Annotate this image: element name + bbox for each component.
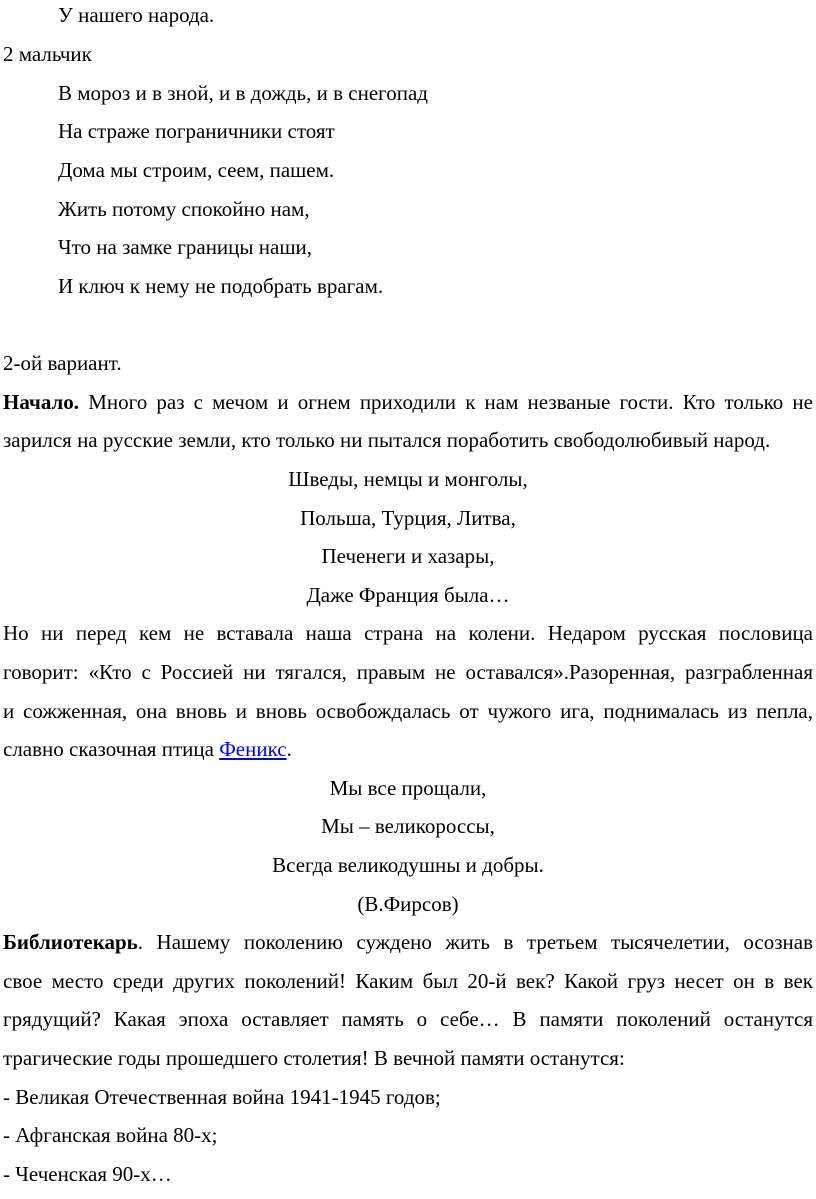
paragraph-line-4	[3, 736, 813, 762]
poem-verse: Польша, Турция, Литва,	[300, 506, 516, 530]
librarian-line-1	[3, 929, 813, 955]
paragraph-line-3: и сожженная, она вновь и вновь освобождалась от чужого ига, поднималась из пепла,	[3, 699, 813, 723]
poem-line-people: У нашего народа.	[58, 3, 215, 27]
list-item: - Чеченская 90-х…	[3, 1162, 172, 1186]
poem-verse: Шведы, немцы и монголы,	[288, 467, 528, 491]
poem-verse: Всегда великодушны и добры.	[272, 853, 544, 877]
poem-line: И ключ к нему не подобрать врагам.	[58, 274, 384, 298]
poem-author: (В.Фирсов)	[357, 892, 459, 916]
librarian-label: Библиотекарь	[3, 930, 138, 954]
librarian-line-2: свое место среди других поколений! Каким был 20-й век? Какой груз несет он в век	[3, 969, 813, 993]
poem-verse: Мы – великороссы,	[321, 814, 495, 838]
list-item: - Афганская война 80-х;	[3, 1123, 218, 1147]
list-item: - Великая Отечественная война 1941-1945 годов;	[3, 1085, 441, 1109]
paragraph-text: славно сказочная птица	[3, 737, 220, 761]
poem-line: На страже пограничники стоят	[58, 119, 335, 143]
poem-line: Что на замке границы наши,	[58, 235, 312, 259]
paragraph-period: .	[286, 737, 292, 761]
poem-line: Дома мы строим, сеем, пашем.	[58, 158, 335, 182]
poem-verse: Печенеги и хазары,	[321, 544, 495, 568]
librarian-line-3: грядущий? Какая эпоха оставляет память о себе… В памяти поколений останутся	[3, 1007, 813, 1031]
intro-label: Начало.	[3, 390, 80, 414]
speaker-label: 2 мальчик	[3, 42, 92, 66]
intro-line-1	[3, 389, 813, 415]
poem-verse: Даже Франция была…	[306, 583, 510, 607]
poem-line: В мороз и в зной, и в дождь, и в снегопад	[58, 81, 428, 105]
variant-heading: 2-ой вариант.	[3, 351, 122, 375]
paragraph-line-2: говорит: «Кто с Россией ни тягался, правым не оставался».Разоренная, разграбленная	[3, 660, 813, 684]
intro-text: Много раз с мечом и огнем приходили к нам незваные гости. Кто только не	[79, 390, 813, 414]
phoenix-link[interactable]: Феникс	[219, 737, 287, 761]
poem-line: Жить потому спокойно нам,	[58, 197, 310, 221]
librarian-line-4: трагические годы прошедшего столетия! В вечной памяти останутся:	[3, 1046, 625, 1070]
poem-verse: Мы все прощали,	[329, 776, 487, 800]
paragraph-line-1: Но ни перед кем не вставала наша страна на колени. Недаром русская пословица	[3, 621, 813, 645]
intro-line-2: зарился на русские земли, кто только ни пытался поработить свободолюбивый народ.	[3, 428, 771, 452]
librarian-text: . Нашему поколению суждено жить в третьем тысячелетии, осознав	[137, 930, 813, 954]
